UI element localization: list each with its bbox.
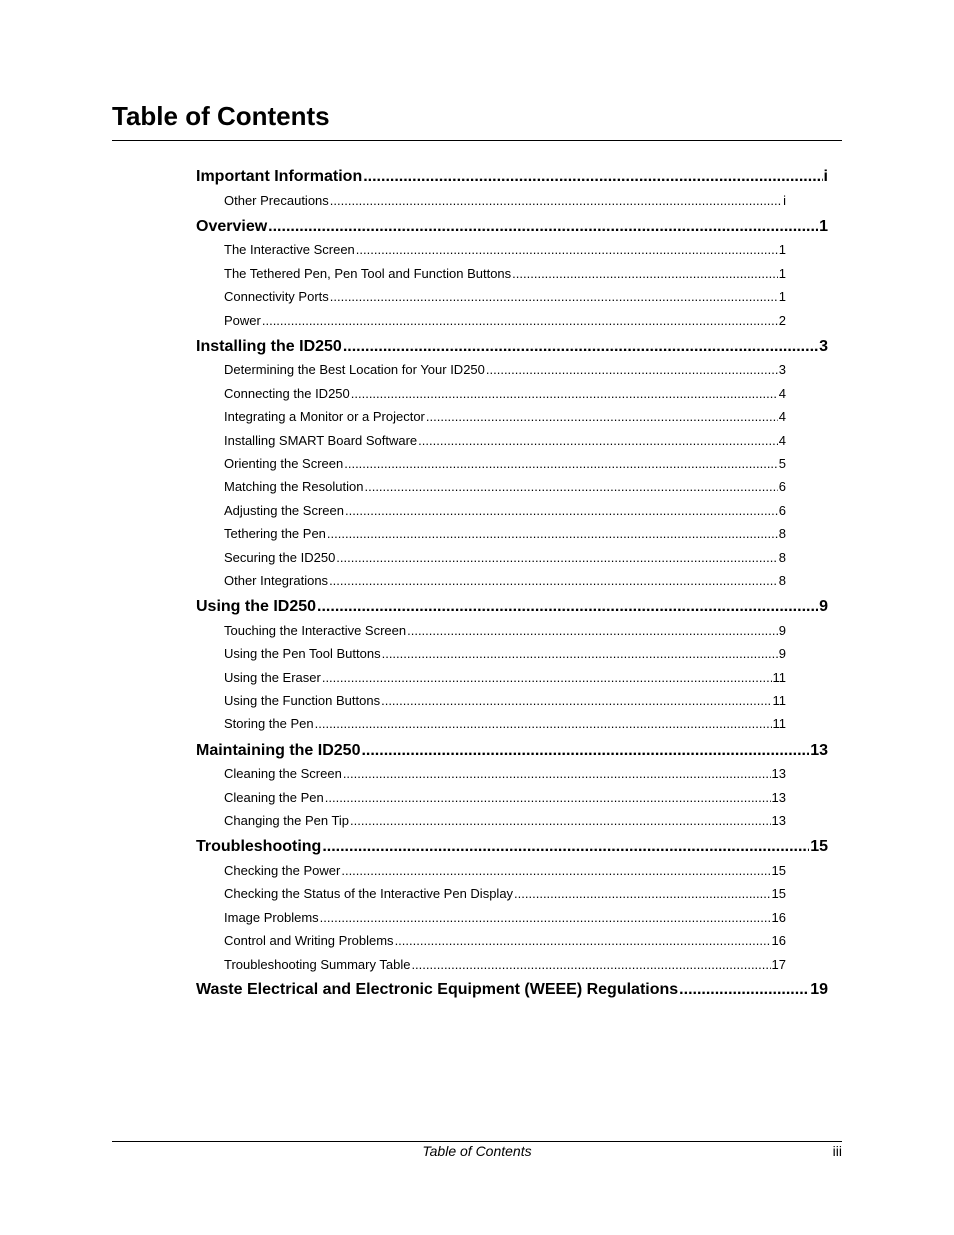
toc-entry-page-number: 3 [819,337,828,355]
dot-leader [356,238,778,261]
dot-leader [407,619,778,642]
toc-entry-label: Touching the Interactive Screen [224,622,407,638]
toc-entry-label: Installing SMART Board Software [224,432,418,448]
dot-leader [512,262,778,285]
toc-subsection-entry[interactable] [224,405,786,428]
toc-section-entry[interactable] [196,835,828,859]
table-of-contents [196,162,828,1001]
toc-subsection-entry[interactable] [224,546,786,569]
toc-subsection-entry[interactable] [224,642,786,665]
toc-subsection-entry[interactable] [224,382,786,405]
toc-entry-label: Storing the Pen [224,716,314,732]
toc-subsection-entry[interactable] [224,809,786,832]
toc-entry-page-number: 2 [778,312,786,328]
toc-entry-page-number: 9 [778,622,786,638]
toc-entry-label: Image Problems [224,909,319,925]
toc-entry-page-number: 3 [778,362,786,378]
toc-entry-page-number: 8 [778,572,786,588]
toc-entry-page-number: 4 [778,409,786,425]
toc-entry-label: Waste Electrical and Electronic Equipment (WEEE) Regulations [196,980,679,998]
toc-entry-page-number: 11 [772,669,786,685]
toc-subsection-entry[interactable] [224,285,786,308]
dot-leader [395,929,771,952]
dot-leader [330,285,778,308]
toc-entry-label: Overview [196,217,268,235]
dot-leader [381,689,771,712]
toc-entry-page-number: 15 [771,886,786,902]
dot-leader [343,335,818,359]
toc-entry-label: Troubleshooting [196,838,322,856]
toc-section-entry[interactable] [196,335,828,359]
toc-entry-label: Tethering the Pen [224,526,326,542]
toc-subsection-entry[interactable] [224,712,786,735]
toc-entry-label: The Interactive Screen [224,242,355,258]
footer-divider [112,1141,842,1142]
toc-entry-label: Maintaining the ID250 [196,741,361,759]
footer-page-number: iii [832,1143,842,1159]
toc-subsection-entry[interactable] [224,522,786,545]
toc-entry-page-number: 4 [778,385,786,401]
toc-entry-label: Using the Function Buttons [224,693,381,709]
toc-entry-page-number: 15 [810,838,828,856]
dot-leader [327,522,778,545]
dot-leader [382,642,778,665]
toc-entry-page-number: 16 [771,909,786,925]
toc-subsection-entry[interactable] [224,882,786,905]
toc-entry-page-number: 4 [778,432,786,448]
toc-section-entry[interactable] [196,739,828,763]
toc-subsection-entry[interactable] [224,666,786,689]
toc-entry-page-number: i [823,168,828,185]
dot-leader [351,382,778,405]
title-divider [112,140,842,141]
dot-leader [679,978,809,1002]
toc-entry-page-number: 1 [778,265,786,281]
dot-leader [350,809,770,832]
dot-leader [325,786,771,809]
toc-section-entry[interactable] [196,978,828,1002]
toc-subsection-entry[interactable] [224,262,786,285]
dot-leader [262,309,778,332]
toc-subsection-entry[interactable] [224,475,786,498]
toc-section-entry[interactable] [196,595,828,619]
dot-leader [317,595,818,619]
toc-entry-label: Determining the Best Location for Your ID250 [224,362,485,378]
toc-entry-page-number: 17 [771,956,786,972]
toc-subsection-entry[interactable] [224,569,786,592]
dot-leader [322,835,809,859]
toc-entry-page-number: 1 [778,289,786,305]
toc-section-entry[interactable] [196,215,828,239]
toc-entry-label: Adjusting the Screen [224,502,344,518]
dot-leader [322,666,772,689]
toc-subsection-entry[interactable] [224,762,786,785]
toc-entry-label: Other Precautions [224,192,329,208]
toc-section-entry[interactable] [196,165,828,189]
toc-entry-label: Orienting the Screen [224,456,344,472]
dot-leader [426,405,778,428]
dot-leader [514,882,770,905]
toc-subsection-entry[interactable] [224,358,786,381]
toc-subsection-entry[interactable] [224,452,786,475]
toc-entry-page-number: 16 [771,933,786,949]
dot-leader [336,546,777,569]
toc-entry-page-number: i [783,192,786,208]
toc-entry-page-number: 15 [771,862,786,878]
toc-entry-page-number: 9 [778,646,786,662]
toc-entry-label: Checking the Status of the Interactive Pen Display [224,886,514,902]
toc-entry-page-number: 1 [819,217,828,235]
toc-entry-label: Changing the Pen Tip [224,813,350,829]
dot-leader [345,499,778,522]
toc-entry-page-number: 6 [778,502,786,518]
toc-subsection-entry[interactable] [224,238,786,261]
dot-leader [320,906,771,929]
footer-title: Table of Contents [422,1143,532,1159]
toc-entry-page-number: 13 [771,813,786,829]
toc-entry-page-number: 5 [778,456,786,472]
toc-entry-page-number: 8 [778,526,786,542]
dot-leader [363,165,822,189]
toc-entry-page-number: 1 [778,242,786,258]
toc-entry-label: Installing the ID250 [196,337,342,355]
dot-leader [418,429,778,452]
dot-leader [361,739,809,763]
toc-entry-label: Cleaning the Screen [224,766,342,782]
toc-entry-page-number: 13 [810,741,828,759]
toc-subsection-entry[interactable] [224,953,786,976]
toc-entry-label: Matching the Resolution [224,479,364,495]
dot-leader [343,762,771,785]
toc-entry-page-number: 9 [819,598,828,616]
toc-entry-page-number: 6 [778,479,786,495]
dot-leader [486,358,778,381]
toc-subsection-entry[interactable] [224,619,786,642]
toc-subsection-entry[interactable] [224,429,786,452]
toc-entry-page-number: 13 [771,789,786,805]
dot-leader [364,475,777,498]
toc-subsection-entry[interactable] [224,906,786,929]
toc-entry-page-number: 13 [771,766,786,782]
dot-leader [268,215,818,239]
dot-leader [411,953,770,976]
toc-subsection-entry[interactable] [224,499,786,522]
toc-entry-label: Securing the ID250 [224,549,336,565]
toc-entry-label: Control and Writing Problems [224,933,394,949]
toc-subsection-entry[interactable] [224,929,786,952]
toc-entry-label: Cleaning the Pen [224,789,324,805]
toc-entry-label: Connecting the ID250 [224,385,350,401]
toc-entry-label: Checking the Power [224,862,341,878]
toc-entry-label: Troubleshooting Summary Table [224,956,411,972]
toc-subsection-entry[interactable] [224,689,786,712]
toc-entry-label: Using the Pen Tool Buttons [224,646,381,662]
toc-entry-label: Using the ID250 [196,598,317,616]
toc-entry-page-number: 11 [772,716,786,732]
toc-subsection-entry[interactable] [224,309,786,332]
page-title: Table of Contents [112,101,330,131]
toc-entry-label: The Tethered Pen, Pen Tool and Function Buttons [224,265,512,281]
toc-entry-label: Important Information [196,168,363,185]
dot-leader [315,712,772,735]
toc-subsection-entry[interactable] [224,786,786,809]
toc-entry-label: Power [224,312,261,328]
toc-subsection-entry[interactable] [224,859,786,882]
dot-leader [344,452,778,475]
dot-leader [329,569,778,592]
toc-subsection-entry[interactable] [224,189,786,212]
toc-entry-page-number: 8 [778,549,786,565]
toc-entry-label: Using the Eraser [224,669,321,685]
toc-entry-page-number: 19 [810,980,828,998]
dot-leader [330,189,782,212]
toc-entry-label: Connectivity Ports [224,289,329,305]
toc-entry-label: Other Integrations [224,572,329,588]
toc-entry-page-number: 11 [772,693,786,709]
dot-leader [341,859,770,882]
toc-entry-label: Integrating a Monitor or a Projector [224,409,425,425]
